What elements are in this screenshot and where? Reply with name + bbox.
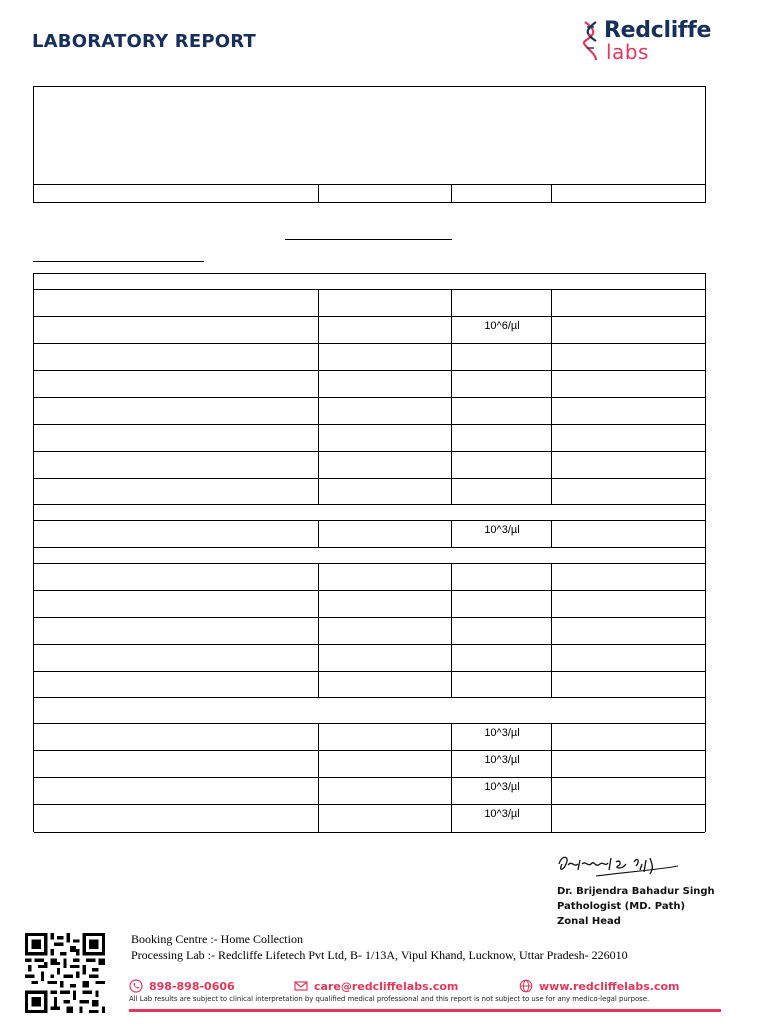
table-cell: [551, 317, 552, 343]
table-cell: [318, 618, 319, 644]
email-contact[interactable]: [294, 979, 458, 993]
table-row: [34, 645, 705, 672]
column-divider: [318, 185, 319, 202]
website-url: www.redcliffelabs.com: [539, 979, 680, 993]
table-cell: [451, 344, 452, 370]
table-cell: [318, 724, 319, 750]
patient-details-box: [33, 86, 706, 203]
table-cell: [318, 425, 319, 451]
table-cell: [451, 452, 452, 478]
table-cell: [551, 564, 552, 590]
globe-icon: [519, 979, 533, 993]
footer-address-block: [131, 931, 628, 963]
table-cell: [451, 724, 520, 750]
table-cell: [451, 778, 520, 804]
table-row: [34, 521, 705, 548]
table-cell: [451, 645, 452, 671]
table-row: [34, 724, 705, 751]
test-name-underline: [33, 261, 204, 262]
signature: [556, 850, 686, 884]
column-divider: [451, 185, 452, 202]
table-cell: [451, 398, 452, 424]
table-row: [34, 344, 705, 371]
table-cell: [318, 317, 319, 343]
table-cell: [318, 805, 319, 832]
table-cell: [318, 344, 319, 370]
booking-centre: Booking Centre :- Home Collection: [131, 932, 303, 946]
table-cell: [451, 618, 452, 644]
table-cell: [451, 751, 520, 777]
table-cell: [318, 371, 319, 397]
table-row: [34, 672, 705, 698]
table-row: [34, 805, 705, 833]
table-cell: [451, 371, 452, 397]
table-cell: [318, 672, 319, 697]
phone-number: 898-898-0606: [149, 979, 235, 993]
phone-icon: [129, 979, 143, 993]
unit-label: 10^3/µl: [484, 727, 520, 739]
table-cell: [551, 805, 552, 832]
report-title: LABORATORY REPORT: [32, 31, 256, 52]
table-row: [34, 317, 705, 344]
section-heading-underline: [285, 239, 452, 240]
column-divider: [551, 185, 552, 202]
unit-label: 10^3/µl: [484, 781, 520, 793]
table-cell: [551, 425, 552, 451]
table-cell: [318, 521, 319, 547]
table-row: [34, 591, 705, 618]
table-cell: [451, 425, 452, 451]
table-cell: [451, 564, 452, 590]
unit-label: 10^3/µl: [484, 524, 520, 536]
table-cell: [551, 618, 552, 644]
unit-label: 10^3/µl: [484, 754, 520, 766]
table-cell: [551, 398, 552, 424]
table-row: [34, 778, 705, 805]
table-row: [34, 479, 705, 505]
logo-wordmark-top: Redcliffe: [604, 18, 712, 43]
phone-contact[interactable]: [129, 979, 235, 993]
table-cell: [318, 751, 319, 777]
table-section-row: [34, 698, 705, 724]
unit-label: 10^3/µl: [484, 808, 520, 820]
signatory-designation: Pathologist (MD. Path): [557, 901, 686, 912]
disclaimer: All Lab results are subject to clinical interpretation by qualified medical professional and this report is not subject to use for any medico-legal purpose.: [129, 995, 650, 1003]
table-cell: [318, 778, 319, 804]
logo-wordmark-bottom: labs: [606, 40, 649, 64]
table-cell: [451, 591, 452, 617]
table-row: [34, 618, 705, 645]
processing-lab: Processing Lab :- Redcliffe Lifetech Pvt Ltd, B- 1/13A, Vipul Khand, Lucknow, Uttar Pradesh- 226010: [131, 948, 628, 962]
table-cell: [451, 672, 452, 697]
contact-bar: [129, 979, 721, 995]
table-row: [34, 371, 705, 398]
table-cell: [318, 645, 319, 671]
table-cell: [451, 317, 520, 343]
table-cell: [451, 290, 452, 316]
signatory-block: [557, 884, 715, 929]
table-cell: [551, 672, 552, 697]
dna-helix-icon: [582, 20, 600, 62]
table-cell: [551, 724, 552, 750]
table-section-row: [34, 505, 705, 521]
table-section-row: [34, 548, 705, 564]
table-cell: [551, 778, 552, 804]
qr-code-icon: [25, 933, 105, 1013]
table-cell: [318, 591, 319, 617]
email-address: care@redcliffelabs.com: [314, 979, 459, 993]
table-row: [34, 564, 705, 591]
table-cell: [318, 479, 319, 504]
signatory-name: Dr. Brijendra Bahadur Singh: [557, 886, 715, 897]
table-cell: [318, 452, 319, 478]
table-header-row: [34, 274, 705, 290]
table-cell: [551, 452, 552, 478]
website-contact[interactable]: [519, 979, 680, 993]
table-cell: [318, 398, 319, 424]
table-cell: [551, 290, 552, 316]
table-row: [34, 751, 705, 778]
patient-details-strip: [34, 184, 705, 202]
table-cell: [551, 371, 552, 397]
table-row: [34, 425, 705, 452]
table-cell: [451, 479, 452, 504]
results-table: [33, 273, 706, 832]
table-cell: [451, 805, 520, 832]
redcliffe-logo: [582, 18, 722, 66]
table-cell: [551, 521, 552, 547]
signatory-role: Zonal Head: [557, 916, 621, 927]
table-cell: [318, 564, 319, 590]
unit-label: 10^6/µl: [484, 320, 520, 332]
table-cell: [551, 479, 552, 504]
table-cell: [318, 290, 319, 316]
table-row: [34, 290, 705, 317]
table-row: [34, 452, 705, 479]
table-cell: [551, 645, 552, 671]
table-cell: [551, 591, 552, 617]
mail-icon: [294, 979, 308, 993]
footer-accent-rule: [129, 1009, 721, 1012]
table-row: [34, 398, 705, 425]
table-cell: [551, 751, 552, 777]
table-cell: [451, 521, 520, 547]
table-cell: [551, 344, 552, 370]
